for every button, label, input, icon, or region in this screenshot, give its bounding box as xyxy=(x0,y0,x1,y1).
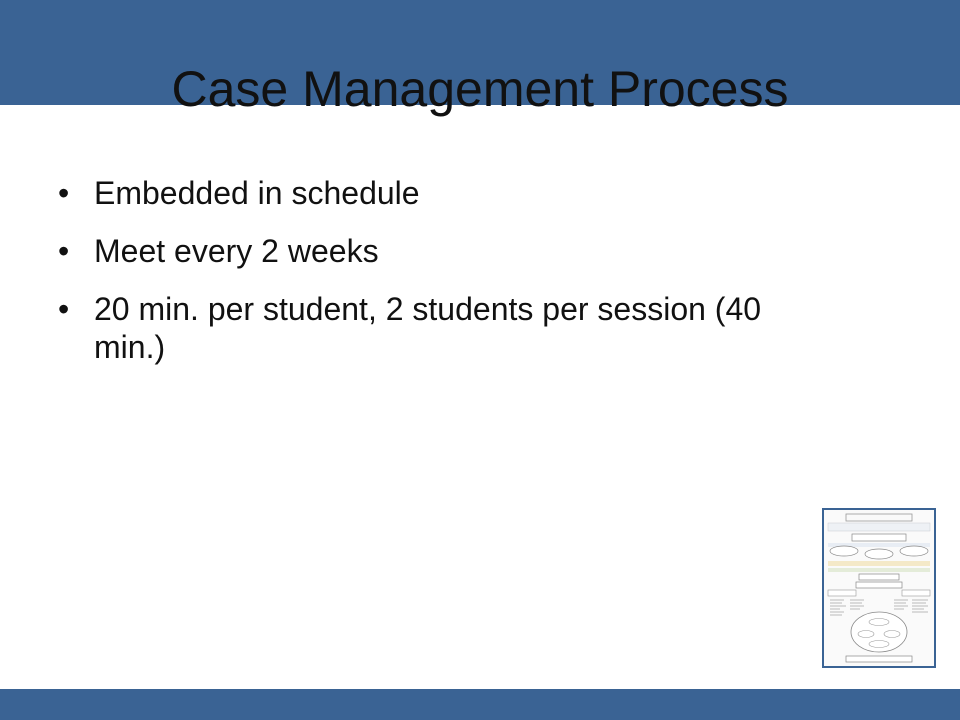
flowchart-thumbnail-icon xyxy=(824,510,934,666)
bullet-dot-icon: • xyxy=(58,233,70,269)
bullet-dot-icon: • xyxy=(58,291,70,327)
flowchart-document-thumbnail xyxy=(822,508,936,668)
bullet-dot-icon: • xyxy=(58,175,70,211)
bullet-item xyxy=(58,232,818,270)
bullet-text: 20 min. per student, 2 students per session (40 min.) xyxy=(94,291,762,365)
bullet-text: Embedded in schedule xyxy=(94,175,420,211)
bullet-list xyxy=(58,174,818,386)
bullet-text: Meet every 2 weeks xyxy=(94,233,379,269)
bullet-item xyxy=(58,174,818,212)
footer-band xyxy=(0,689,960,720)
bullet-item xyxy=(58,290,818,366)
slide-title: Case Management Process xyxy=(171,61,789,117)
